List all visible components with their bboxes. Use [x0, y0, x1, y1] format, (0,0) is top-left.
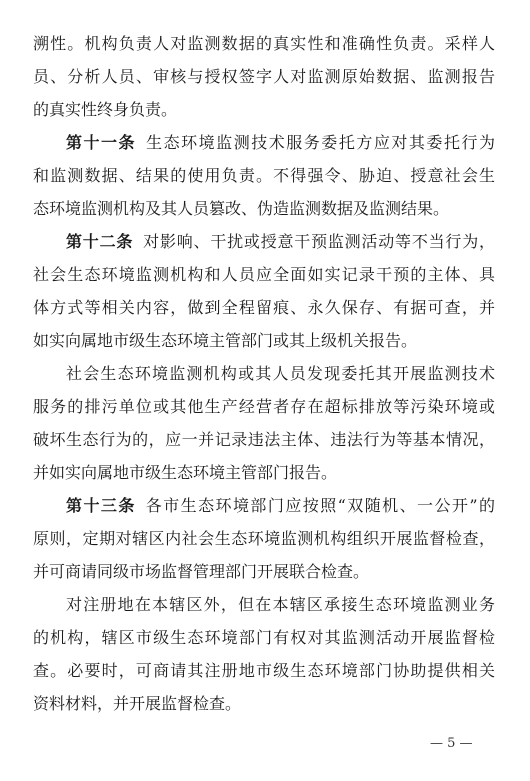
- text-line: 并如实向属地市级生态环境主管部门报告。: [33, 463, 338, 482]
- text-line: 社会生态环境监测机构或其人员发现委托其开展监测技术: [66, 364, 495, 383]
- text-line: 的机构，辖区市级生态环境部门有权对其监测活动开展监督检: [33, 628, 495, 647]
- article-number: 第十二条: [66, 232, 134, 251]
- text-line: 服务的排污单位或其他生产经营者存在超标排放等污染环境或: [33, 397, 495, 416]
- article-number: 第十三条: [66, 496, 136, 515]
- article-13-first-line: [66, 496, 495, 516]
- text-line: 态环境监测机构及其人员篡改、伪造监测数据及监测结果。: [33, 199, 450, 218]
- article-11-first-line: [66, 133, 495, 153]
- text-line: 资料材料，并开展监督检查。: [33, 694, 242, 713]
- page-number: — 5 —: [430, 736, 473, 751]
- text-line: 的真实性终身负责。: [33, 100, 178, 119]
- article-12-first-line: [66, 232, 495, 252]
- article-number: 第十一条: [66, 133, 137, 152]
- text-run: 生态环境监测技术服务委托方应对其委托行为: [146, 133, 495, 152]
- text-line: 和监测数据、结果的使用负责。不得强令、胁迫、授意社会生: [33, 166, 495, 185]
- text-line: 原则，定期对辖区内社会生态环境监测机构组织开展监督检查，: [33, 529, 495, 548]
- text-run: 对影响、干扰或授意干预监测活动等不当行为，: [143, 232, 495, 251]
- text-line: 溯性。机构负责人对监测数据的真实性和准确性负责。采样人: [33, 34, 495, 53]
- text-line: 体方式等相关内容，做到全程留痕、永久保存、有据可查，并: [33, 298, 495, 317]
- text-run: 各市生态环境部门应按照“双随机、一公开”的: [145, 496, 495, 515]
- text-line: 员、分析人员、审核与授权签字人对监测原始数据、监测报告: [33, 67, 495, 86]
- text-line: 破坏生态行为的，应一并记录违法主体、违法行为等基本情况，: [33, 430, 495, 449]
- text-line: 对注册地在本辖区外，但在本辖区承接生态环境监测业务: [66, 595, 495, 614]
- text-line: 社会生态环境监测机构和人员应全面如实记录干预的主体、具: [33, 265, 495, 284]
- text-line: 如实向属地市级生态环境主管部门或其上级机关报告。: [33, 331, 418, 350]
- text-line: 查。必要时，可商请其注册地市级生态环境部门协助提供相关: [33, 661, 495, 680]
- text-line: 并可商请同级市场监督管理部门开展联合检查。: [33, 562, 370, 581]
